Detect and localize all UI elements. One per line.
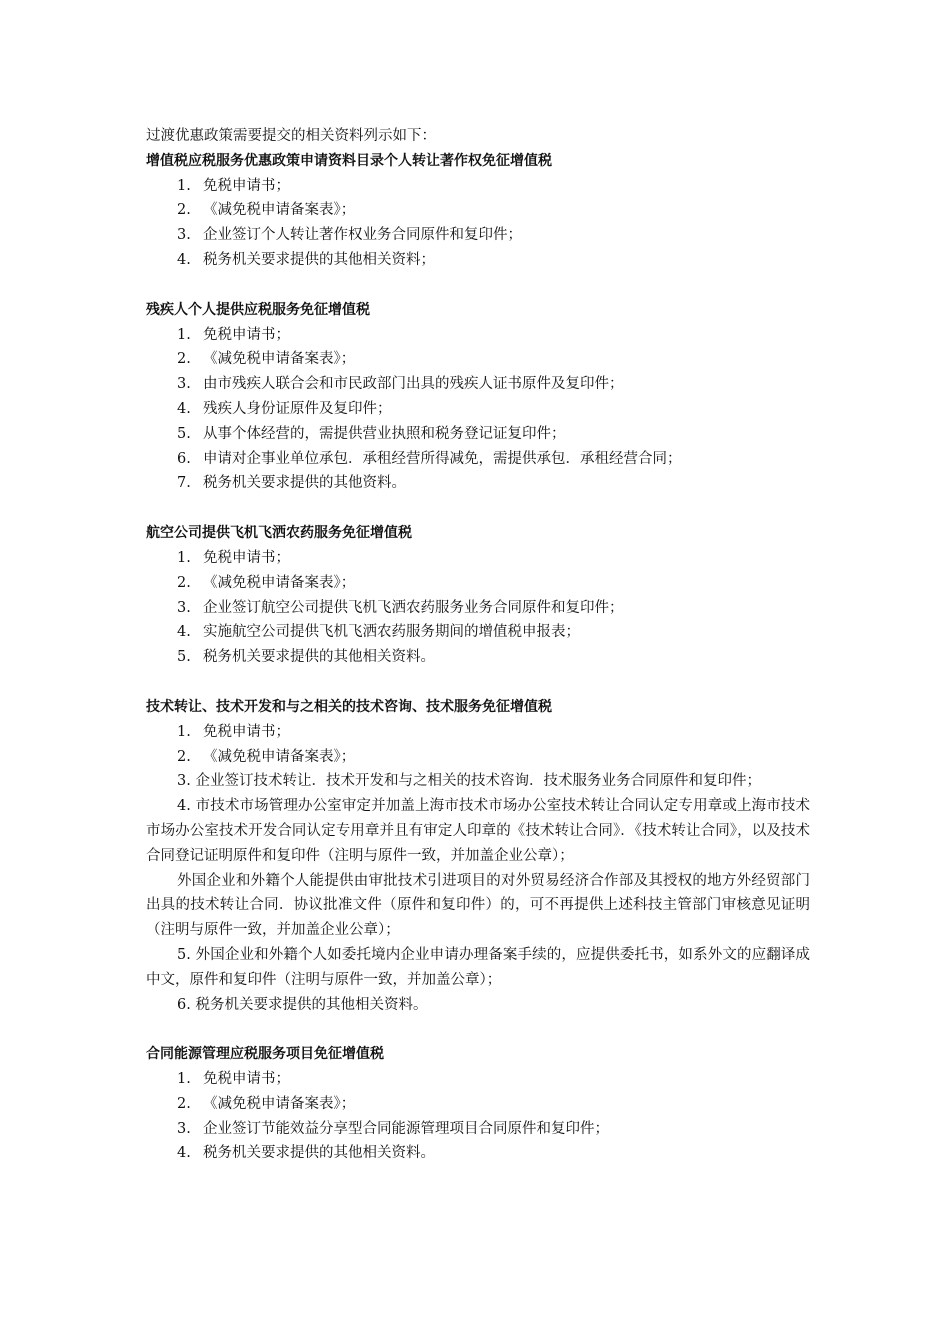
item-number: 4.	[177, 1145, 191, 1162]
paragraph-item: 3. 企业签订技术转让．技术开发和与之相关的技术咨询．技术服务业务合同原件和复印件；	[177, 773, 761, 790]
item-number: 1.	[177, 549, 191, 566]
item-number: 2.	[177, 1095, 191, 1112]
list-item	[146, 347, 810, 372]
list-item	[146, 745, 810, 770]
item-text: 企业签订个人转让著作权业务合同原件和复印件；	[203, 227, 522, 244]
intro-text: 过渡优惠政策需要提交的相关资料列示如下：	[146, 128, 436, 144]
item-number: 5.	[177, 649, 191, 666]
list-item	[146, 620, 810, 645]
list-item	[146, 174, 810, 199]
item-number: 2.	[177, 748, 191, 765]
list-item	[146, 372, 810, 397]
section-heading: 合同能源管理应税服务项目免征增值税	[146, 1046, 384, 1063]
section-disabled	[146, 298, 810, 496]
item-number: 2.	[177, 202, 191, 219]
item-number: 3.	[177, 227, 191, 244]
list-item	[146, 1092, 810, 1117]
section-technology	[146, 695, 810, 1017]
paragraph-item: 6. 税务机关要求提供的其他相关资料。	[177, 996, 428, 1013]
item-text: 免税申请书；	[203, 326, 290, 343]
list-item	[146, 447, 810, 472]
item-number: 5.	[177, 425, 191, 442]
list-item	[146, 1117, 810, 1142]
section-aviation	[146, 521, 810, 670]
section-spacer	[146, 496, 810, 521]
paragraph-item: 外国企业和外籍个人能提供由审批技术引进项目的对外贸易经济合作部及其授权的地方外经贸部门出具的技术转让合同．协议批准文件（原件和复印件）的，可不再提供上述科技主管部门审核意见证明（注明与原件一致，并加盖企业公章）；	[146, 872, 810, 939]
item-text: 企业签订节能效益分享型合同能源管理项目合同原件和复印件；	[203, 1120, 609, 1137]
item-number: 4.	[177, 400, 191, 417]
item-text: 《减免税申请备案表》；	[203, 202, 356, 219]
list-item	[146, 471, 810, 496]
item-number: 1.	[177, 326, 191, 343]
item-text: 申请对企事业单位承包．承租经营所得减免，需提供承包．承租经营合同；	[203, 450, 682, 467]
section-heading: 技术转让、技术开发和与之相关的技术咨询、技术服务免征增值税	[146, 698, 552, 715]
list-item	[146, 248, 810, 273]
item-text: 税务机关要求提供的其他相关资料。	[203, 1145, 435, 1162]
section-spacer	[146, 1017, 810, 1042]
item-number: 2.	[177, 351, 191, 368]
item-text: 《减免税申请备案表》；	[203, 1095, 356, 1112]
item-number: 2.	[177, 574, 191, 591]
list-item	[146, 571, 810, 596]
item-text: 税务机关要求提供的其他相关资料；	[203, 251, 435, 268]
item-number: 1.	[177, 1071, 191, 1088]
item-number: 7.	[177, 475, 191, 492]
section-heading: 增值税应税服务优惠政策申请资料目录个人转让著作权免征增值税	[146, 152, 552, 169]
item-text: 税务机关要求提供的其他资料。	[203, 475, 406, 492]
list-item	[146, 596, 810, 621]
item-number: 4.	[177, 251, 191, 268]
item-text: 税务机关要求提供的其他相关资料。	[203, 649, 435, 666]
section-spacer	[146, 670, 810, 695]
item-number: 6.	[177, 450, 191, 467]
document-body	[146, 124, 810, 1166]
list-item	[146, 223, 810, 248]
item-text: 《减免税申请备案表》；	[203, 574, 356, 591]
item-text: 残疾人身份证原件及复印件；	[203, 400, 392, 417]
item-text: 由市残疾人联合会和市民政部门出具的残疾人证书原件及复印件；	[203, 376, 624, 393]
item-number: 4.	[177, 624, 191, 641]
list-item	[146, 645, 810, 670]
section-heading: 残疾人个人提供应税服务免征增值税	[146, 301, 370, 318]
item-number: 3.	[177, 376, 191, 393]
item-number: 1.	[177, 177, 191, 194]
section-copyright	[146, 149, 810, 273]
paragraph-item: 4. 市技术市场管理办公室审定并加盖上海市技术市场办公室技术转让合同认定专用章或上海市技术市场办公室技术开发合同认定专用章并且有审定人印章的《技术转让合同》．《技术转让合同》，以及技术合同登记证明原件和复印件（注明与原件一致，并加盖企业公章）；	[146, 798, 810, 864]
item-number: 1.	[177, 723, 191, 740]
list-item	[146, 720, 810, 745]
item-text: 免税申请书；	[203, 723, 290, 740]
list-item	[146, 422, 810, 447]
item-number: 3.	[177, 599, 191, 616]
item-text: 免税申请书；	[203, 549, 290, 566]
section-spacer	[146, 273, 810, 298]
list-item	[146, 397, 810, 422]
item-text: 从事个体经营的，需提供营业执照和税务登记证复印件；	[203, 425, 566, 442]
list-item	[146, 198, 810, 223]
item-text: 《减免税申请备案表》；	[203, 351, 356, 368]
item-text: 《减免税申请备案表》；	[203, 748, 356, 765]
paragraph-item: 5. 外国企业和外籍个人如委托境内企业申请办理备案手续的，应提供委托书，如系外文的应翻译成中文，原件和复印件（注明与原件一致，并加盖公章）；	[146, 946, 810, 988]
list-item	[146, 323, 810, 348]
list-item	[146, 546, 810, 571]
list-item	[146, 1067, 810, 1092]
list-item	[146, 1141, 810, 1166]
item-text: 免税申请书；	[203, 177, 290, 194]
section-energy	[146, 1042, 810, 1166]
section-heading: 航空公司提供飞机飞洒农药服务免征增值税	[146, 525, 412, 542]
item-text: 企业签订航空公司提供飞机飞洒农药服务业务合同原件和复印件；	[203, 599, 624, 616]
item-text: 免税申请书；	[203, 1071, 290, 1088]
item-number: 3.	[177, 1120, 191, 1137]
item-text: 实施航空公司提供飞机飞洒农药服务期间的增值税申报表；	[203, 624, 580, 641]
